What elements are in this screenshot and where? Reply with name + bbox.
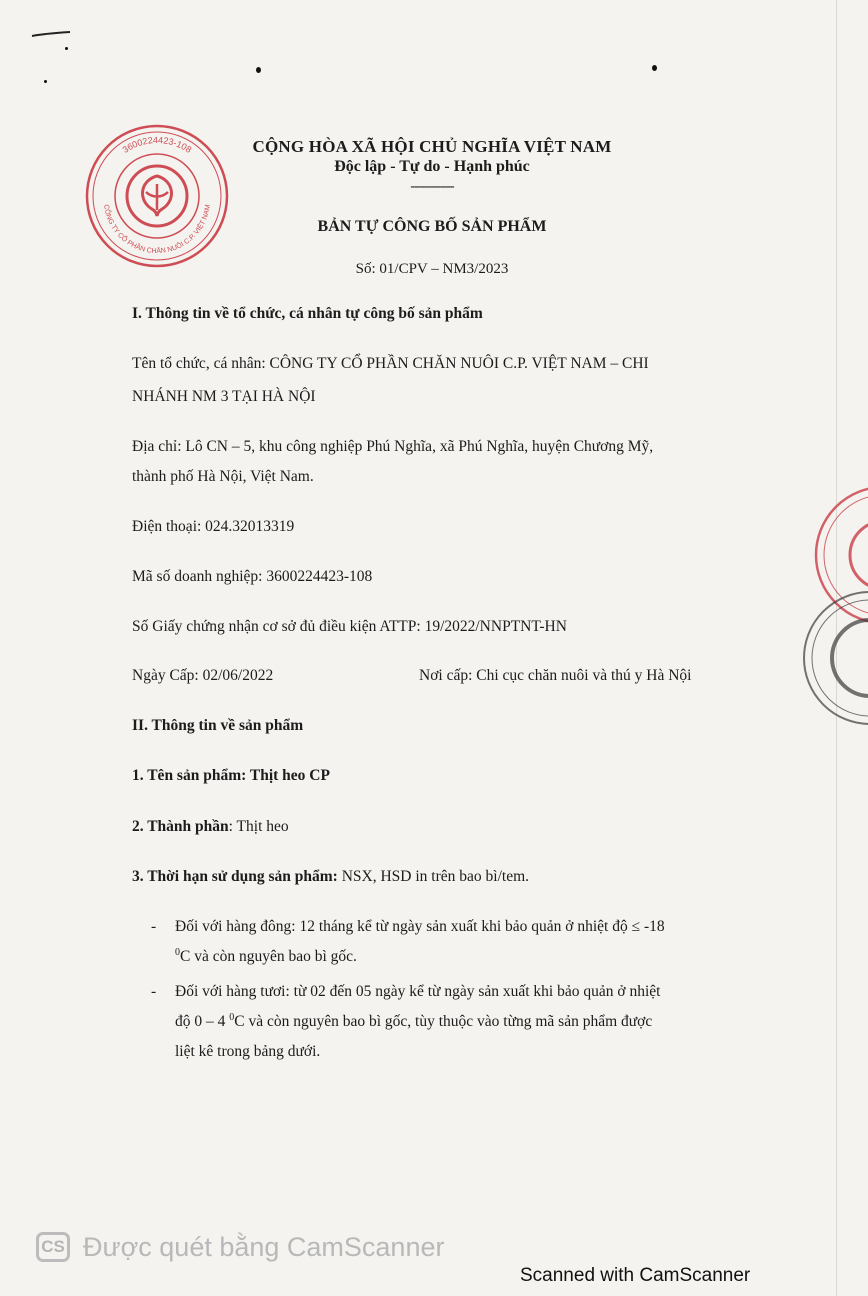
fresh-line2-post: C và còn nguyên bao bì gốc, tùy thuộc vào từng mã sản phẩm được [234,1013,653,1030]
svg-text:CÔNG TY CỔ PHẦN CHĂN NUÔI C.P.: CÔNG TY CỔ PHẦN CHĂN NUÔI C.P. VIỆT NAM [102,204,212,256]
national-motto: Độc lập - Tự do - Hạnh phúc [334,158,530,175]
ingredients-value: : Thịt heo [228,818,289,835]
fresh-line2-pre: độ 0 – 4 [175,1013,230,1030]
food-safety-certificate: Số Giấy chứng nhận cơ sở đủ điều kiện ATTP: 19/2022/NNPTNT-HN [132,618,567,635]
address-line2: thành phố Hà Nội, Việt Nam. [132,468,314,485]
scan-speck [65,47,68,50]
watermark-text: Được quét bằng CamScanner [83,1231,445,1262]
address-line1: Địa chỉ: Lô CN – 5, khu công nghiệp Phú Nghĩa, xã Phú Nghĩa, huyện Chương Mỹ, [132,438,654,455]
document-title: BẢN TỰ CÔNG BỐ SẢN PHẨM [317,218,547,235]
header-rule: ------------- [410,178,454,193]
frozen-line2-text: C và còn nguyên bao bì gốc. [180,948,357,965]
ingredients-label: 2. Thành phần [132,818,229,835]
scan-speck [652,65,657,71]
issue-date: Ngày Cấp: 02/06/2022 [132,667,274,684]
section1-heading: I. Thông tin về tổ chức, cá nhân tự công bố sản phẩm [132,305,483,322]
shelf-life [132,868,529,886]
shelf-life-label: 3. Thời hạn sử dụng sản phẩm: [132,868,338,885]
org-name-line2: NHÁNH NM 3 TẠI HÀ NỘI [132,388,316,405]
fresh-line3: liệt kê trong bảng dưới. [175,1043,321,1060]
fresh-line2 [175,1013,652,1031]
scan-speck [256,67,261,73]
degree-sup: 0 [175,946,180,958]
company-seal [82,118,232,270]
scanned-with-label: Scanned with CamScanner [520,1265,751,1286]
org-name-line1: Tên tổ chức, cá nhân: CÔNG TY CỔ PHẦN CHĂN NUÔI C.P. VIỆT NAM – CHI [132,355,649,372]
scan-mark [30,30,74,40]
issued-by: Nơi cấp: Chi cục chăn nuôi và thú y Hà Nội [419,667,692,684]
nation-title: CỘNG HÒA XÃ HỘI CHỦ NGHĨA VIỆT NAM [252,137,612,156]
ingredients [132,818,289,836]
fresh-line1: Đối với hàng tươi: từ 02 đến 05 ngày kể từ ngày sản xuất khi bảo quản ở nhiệt [175,983,661,1000]
tax-code: Mã số doanh nghiệp: 3600224423-108 [132,568,373,585]
frozen-line1: Đối với hàng đông: 12 tháng kể từ ngày sản xuất khi bảo quản ở nhiệt độ ≤ -18 [175,918,665,935]
bullet-dash: - [151,983,157,1000]
svg-text:3600224423-108: 3600224423-108 [120,134,194,155]
camscanner-watermark [36,1227,444,1267]
shelf-life-value: NSX, HSD in trên bao bì/tem. [337,868,530,885]
edge-round-seal [790,590,868,730]
bullet-dash: - [151,918,157,935]
section2-heading: II. Thông tin về sản phẩm [132,717,304,734]
product-name: 1. Tên sản phẩm: Thịt heo CP [132,767,330,784]
degree-sup: 0 [229,1011,235,1023]
document-number: Số: 01/CPV – NM3/2023 [355,261,509,277]
frozen-line2 [175,948,357,966]
scan-speck [44,80,47,83]
phone-number: Điện thoại: 024.32013319 [132,518,295,535]
camscanner-logo-icon: CS [36,1232,70,1262]
